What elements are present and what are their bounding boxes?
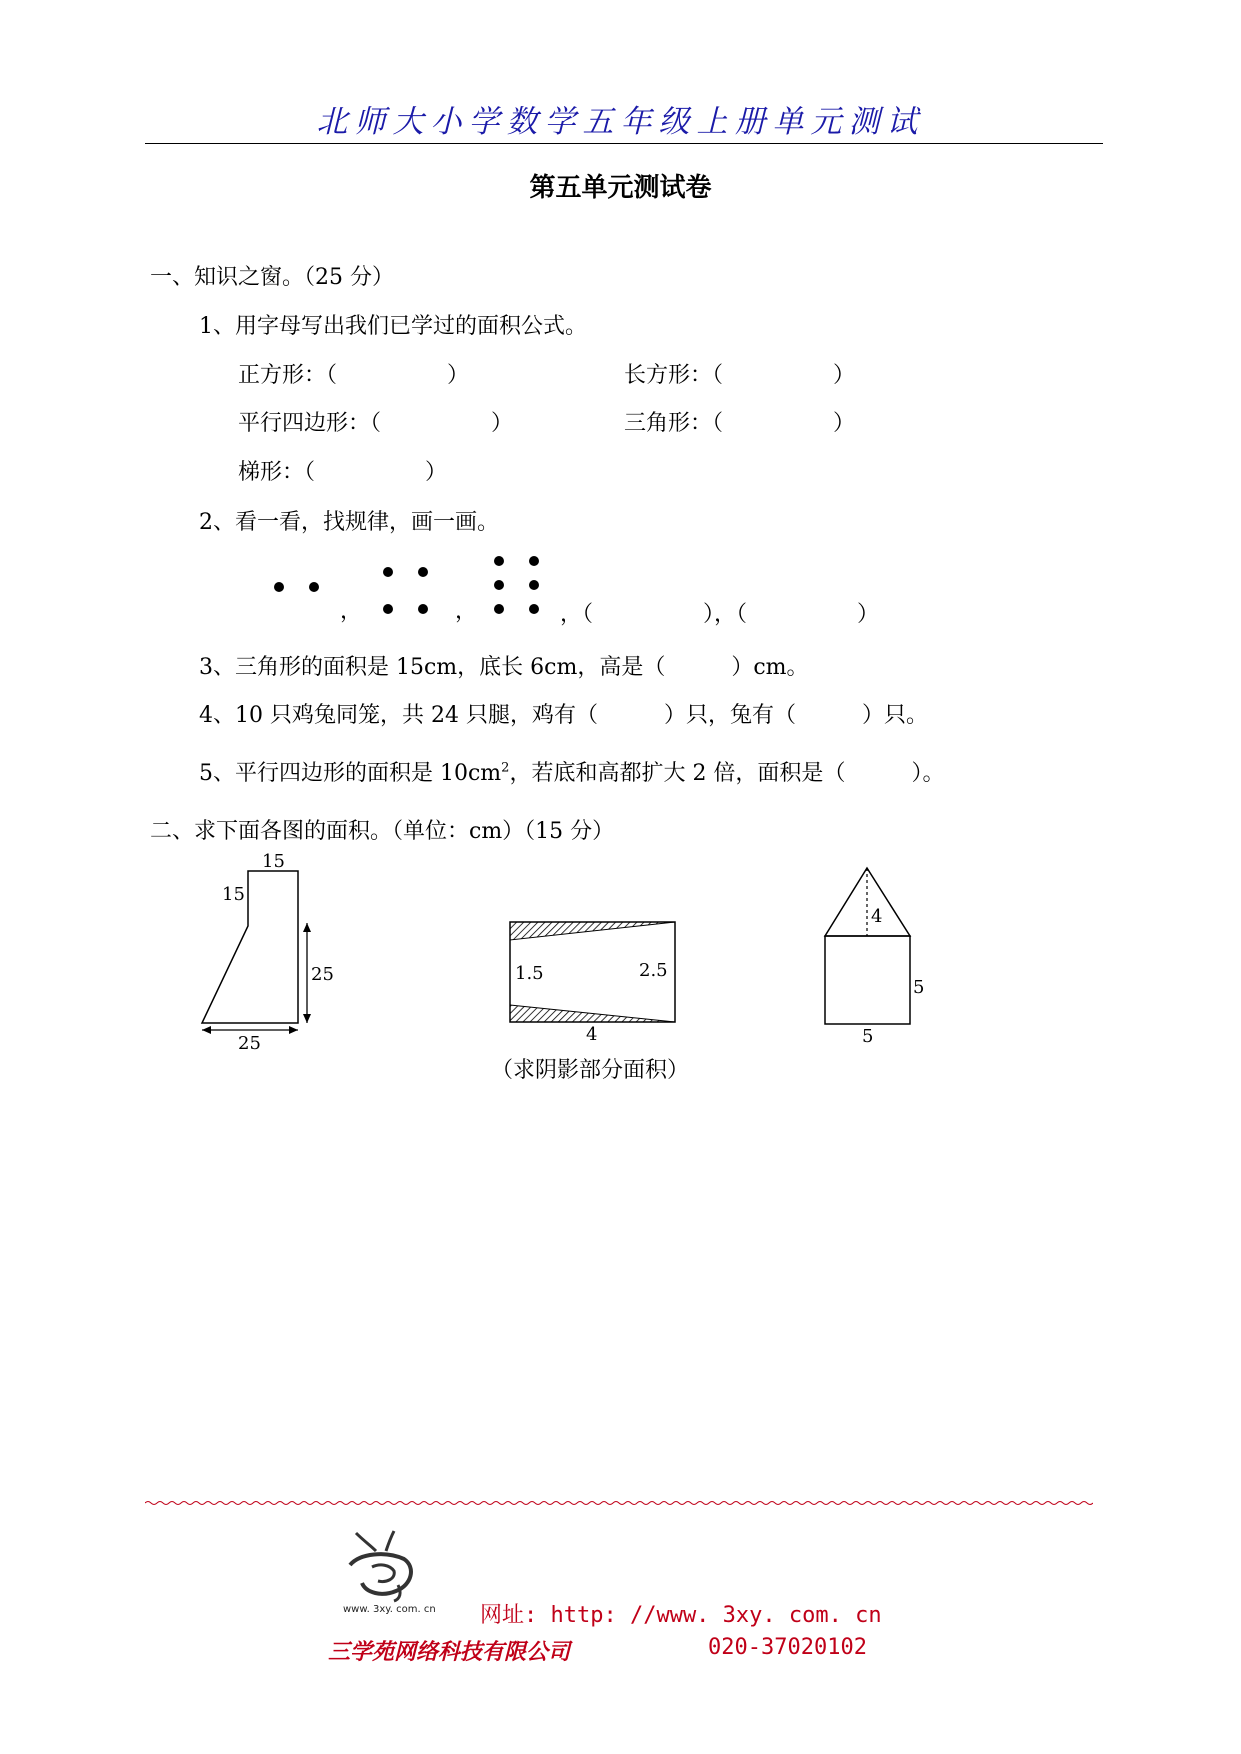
arrow-head — [303, 923, 311, 932]
section1-heading: 一、知识之窗。（25 分） — [150, 265, 394, 290]
wave-path — [145, 1502, 1093, 1505]
figure3-side-label: 5 — [913, 977, 925, 998]
arrow-head — [289, 1026, 298, 1034]
dot — [383, 604, 393, 614]
dot — [274, 582, 284, 592]
dot — [494, 604, 504, 614]
series-title: 北师大小学数学五年级上册单元测试 — [316, 104, 925, 140]
header-rule — [145, 143, 1103, 144]
figure1-shape — [202, 871, 298, 1023]
q2-comma: ， — [340, 599, 363, 624]
q5-pre: 5、平行四边形的面积是 10cm — [199, 761, 502, 786]
figure3-triangle — [825, 868, 910, 936]
footer-website[interactable]: 网址: http: //www. 3xy. com. cn — [480, 1603, 882, 1628]
dot — [309, 582, 319, 592]
dot — [529, 556, 539, 566]
dot — [529, 604, 539, 614]
q1-parallelogram: 平行四边形：（ ） — [238, 411, 514, 436]
q5-sup: 2 — [501, 760, 510, 776]
arrow-head — [303, 1014, 311, 1023]
figure1-left-label: 15 — [222, 884, 245, 905]
section2-heading: 二、求下面各图的面积。（单位：cm）（15 分） — [150, 819, 615, 844]
q1-trapezoid: 梯形：（ ） — [238, 460, 448, 485]
figure1-height-label: 25 — [311, 964, 334, 985]
dot — [383, 567, 393, 577]
logo-url-text: www. 3xy. com. cn — [343, 1604, 436, 1615]
figure2-bottom-label: 4 — [586, 1024, 598, 1045]
q2-comma: ， — [455, 599, 478, 624]
q1-rectangle: 长方形：（ ） — [624, 363, 856, 388]
figure3-bottom-label: 5 — [862, 1026, 874, 1047]
q1-triangle: 三角形：（ ） — [624, 411, 856, 436]
dot — [418, 604, 428, 614]
q1-square: 正方形：（ ） — [238, 363, 470, 388]
footer-phone: 020-37020102 — [708, 1635, 867, 1660]
dot — [494, 556, 504, 566]
dot — [418, 567, 428, 577]
figure2 — [505, 912, 685, 1052]
page-title: 第五单元测试卷 — [529, 173, 712, 203]
figure3-height-label: 4 — [871, 906, 883, 927]
q1-text: 1、用字母写出我们已学过的面积公式。 — [199, 314, 587, 339]
q5-text — [199, 756, 944, 787]
q5-post: ，若底和高都扩大 2 倍，面积是（ ）。 — [509, 761, 945, 786]
figure3 — [820, 860, 940, 1050]
q2-text: 2、看一看，找规律，画一画。 — [199, 510, 499, 535]
q3-text: 3、三角形的面积是 15cm，底长 6cm，高是（ ）cm。 — [199, 655, 809, 680]
figure2-left-label: 1.5 — [515, 963, 544, 984]
company-logo — [336, 1525, 426, 1603]
figure2-shade-bottom — [510, 1005, 675, 1022]
footer-company: 三学苑网络科技有限公司 — [328, 1639, 571, 1665]
figure2-shade-top — [510, 922, 675, 940]
q4-text: 4、10 只鸡兔同笼，共 24 只腿，鸡有（ ）只，兔有（ ）只。 — [199, 703, 928, 728]
q2-blanks: ，（ ），（ ） — [560, 602, 880, 627]
figure3-square — [825, 936, 910, 1024]
figure1-top-label: 15 — [262, 851, 285, 872]
footer-wavy-rule — [145, 1499, 1093, 1507]
figure1 — [190, 848, 350, 1058]
dot — [494, 580, 504, 590]
figure2-right-label: 2.5 — [639, 960, 668, 981]
arrow-head — [202, 1026, 211, 1034]
dot — [529, 580, 539, 590]
figure1-bottom-label: 25 — [238, 1033, 261, 1054]
figure2-caption: （求阴影部分面积） — [491, 1058, 690, 1083]
